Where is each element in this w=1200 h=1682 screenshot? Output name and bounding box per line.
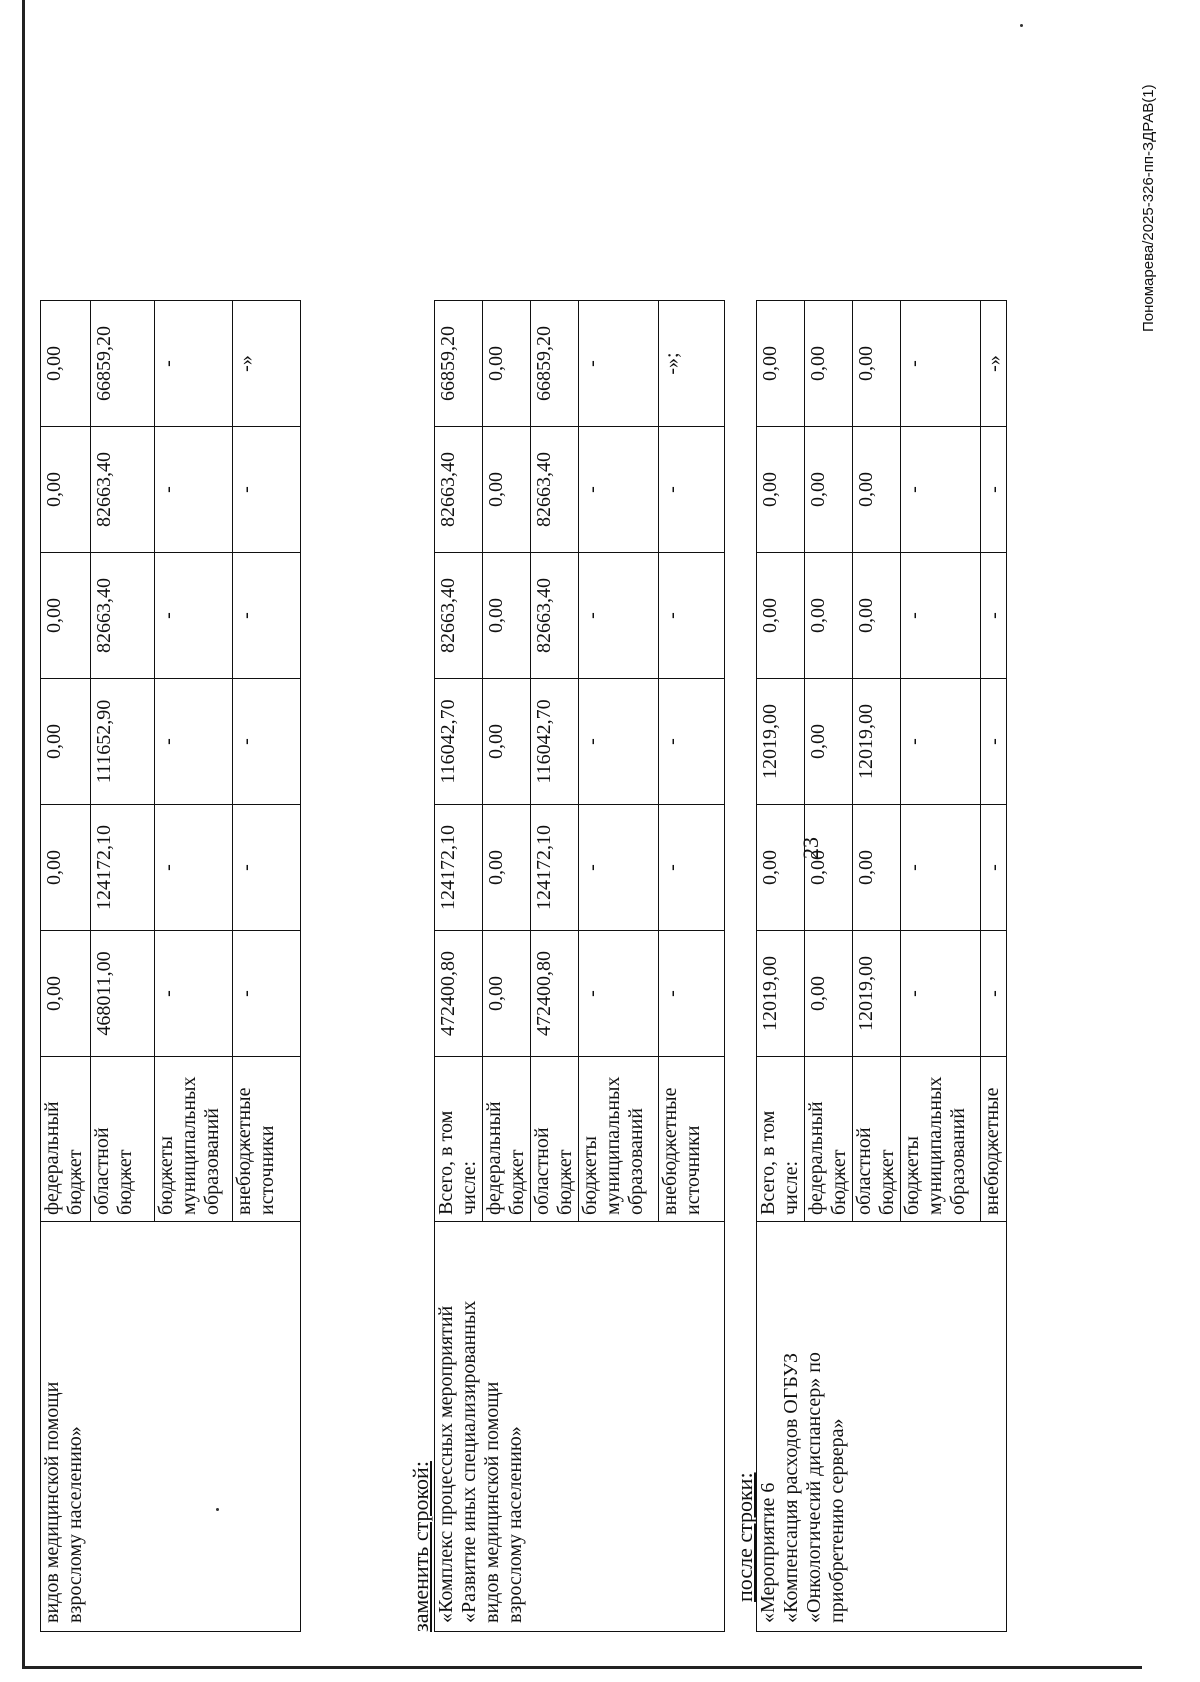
amount-cell: 0,00 bbox=[853, 427, 901, 553]
amount-cell: -»; bbox=[659, 301, 725, 427]
amount-cell: 12019,00 bbox=[853, 931, 901, 1057]
amount-cell: - bbox=[579, 301, 659, 427]
funding-source: бюджеты муниципальных образований bbox=[901, 1057, 981, 1222]
amount-cell: 0,00 bbox=[41, 679, 91, 805]
amount-cell: 82663,40 bbox=[435, 553, 483, 679]
description-line: взрослому населению» bbox=[64, 1426, 86, 1623]
amount-cell: - bbox=[659, 427, 725, 553]
amount-cell: 0,00 bbox=[805, 553, 853, 679]
table-row bbox=[757, 301, 805, 1632]
amount-cell: -» bbox=[981, 301, 1007, 427]
amount-cell: - bbox=[901, 301, 981, 427]
amount-cell: 0,00 bbox=[41, 427, 91, 553]
amount-cell: - bbox=[981, 427, 1007, 553]
amount-cell: 82663,40 bbox=[91, 553, 155, 679]
description-line: «Онкологичесий диспансер» по bbox=[803, 1352, 825, 1623]
amount-cell: 472400,80 bbox=[531, 931, 579, 1057]
budget-table-measure-6 bbox=[756, 300, 1007, 1632]
amount-cell: 124172,10 bbox=[531, 805, 579, 931]
amount-cell: 0,00 bbox=[805, 427, 853, 553]
amount-cell: - bbox=[233, 805, 301, 931]
section-label-replace: заменить строкой: bbox=[408, 1461, 433, 1632]
funding-source: Всего, в том числе: bbox=[757, 1057, 805, 1222]
amount-cell: - bbox=[981, 553, 1007, 679]
funding-source: областной бюджет bbox=[91, 1057, 155, 1222]
amount-cell: 82663,40 bbox=[435, 427, 483, 553]
amount-cell: - bbox=[981, 679, 1007, 805]
amount-cell: - bbox=[579, 679, 659, 805]
amount-cell: - bbox=[659, 553, 725, 679]
amount-cell: - bbox=[233, 931, 301, 1057]
amount-cell: 124172,10 bbox=[435, 805, 483, 931]
amount-cell: 12019,00 bbox=[853, 679, 901, 805]
amount-cell: - bbox=[233, 427, 301, 553]
description-line: видов медицинской помощи bbox=[481, 1381, 503, 1623]
amount-cell: - bbox=[659, 805, 725, 931]
amount-cell: - bbox=[579, 805, 659, 931]
amount-cell: 82663,40 bbox=[531, 553, 579, 679]
amount-cell: 0,00 bbox=[483, 931, 531, 1057]
description-line: «Мероприятие 6 bbox=[757, 1482, 779, 1623]
amount-cell: 0,00 bbox=[483, 805, 531, 931]
amount-cell: 0,00 bbox=[757, 427, 805, 553]
amount-cell: 0,00 bbox=[483, 553, 531, 679]
amount-cell: 0,00 bbox=[757, 805, 805, 931]
amount-cell: - bbox=[155, 553, 233, 679]
amount-cell: - bbox=[155, 805, 233, 931]
amount-cell: 66859,20 bbox=[91, 301, 155, 427]
amount-cell: 66859,20 bbox=[435, 301, 483, 427]
funding-source: федеральный бюджет bbox=[41, 1057, 91, 1222]
amount-cell: - bbox=[579, 931, 659, 1057]
amount-cell: 0,00 bbox=[805, 931, 853, 1057]
budget-table-original bbox=[40, 300, 301, 1632]
amount-cell: - bbox=[579, 427, 659, 553]
amount-cell: 0,00 bbox=[853, 553, 901, 679]
amount-cell: 124172,10 bbox=[91, 805, 155, 931]
amount-cell: 472400,80 bbox=[435, 931, 483, 1057]
description-line: приобретению сервера» bbox=[826, 1418, 848, 1623]
amount-cell: - bbox=[901, 805, 981, 931]
amount-cell: - bbox=[579, 553, 659, 679]
table-row bbox=[435, 301, 483, 1632]
amount-cell: - bbox=[155, 679, 233, 805]
section-label-after: после строки: bbox=[732, 1472, 757, 1602]
description-line: «Компенсация расходов ОГБУЗ bbox=[780, 1353, 802, 1623]
funding-source: Всего, в том числе: bbox=[435, 1057, 483, 1222]
amount-cell: 0,00 bbox=[41, 931, 91, 1057]
description-line: «Комплекс процессных мероприятий bbox=[435, 1305, 457, 1623]
amount-cell: 0,00 bbox=[805, 301, 853, 427]
amount-cell: 116042,70 bbox=[531, 679, 579, 805]
amount-cell: - bbox=[155, 931, 233, 1057]
amount-cell: - bbox=[155, 427, 233, 553]
page-number: 23 bbox=[798, 837, 823, 859]
amount-cell: 0,00 bbox=[757, 301, 805, 427]
description-line: «Развитие иных специализированных bbox=[458, 1300, 480, 1623]
amount-cell: 0,00 bbox=[853, 805, 901, 931]
amount-cell: 111652,90 bbox=[91, 679, 155, 805]
funding-source: федеральный бюджет bbox=[483, 1057, 531, 1222]
amount-cell: - bbox=[233, 553, 301, 679]
amount-cell: 82663,40 bbox=[531, 427, 579, 553]
amount-cell: - bbox=[901, 931, 981, 1057]
description-line: взрослому населению» bbox=[504, 1426, 526, 1623]
amount-cell: - bbox=[901, 679, 981, 805]
amount-cell: 0,00 bbox=[805, 679, 853, 805]
amount-cell: 0,00 bbox=[483, 301, 531, 427]
funding-source: федеральный бюджет bbox=[805, 1057, 853, 1222]
amount-cell: - bbox=[659, 931, 725, 1057]
amount-cell: 116042,70 bbox=[435, 679, 483, 805]
amount-cell: 0,00 bbox=[483, 427, 531, 553]
funding-source: бюджеты муниципальных образований bbox=[579, 1057, 659, 1222]
funding-source: внебюджетные источники bbox=[659, 1057, 725, 1222]
amount-cell: 12019,00 bbox=[757, 931, 805, 1057]
amount-cell: 82663,40 bbox=[91, 427, 155, 553]
amount-cell: - bbox=[901, 427, 981, 553]
amount-cell: - bbox=[155, 301, 233, 427]
budget-table-replacement bbox=[434, 300, 725, 1632]
amount-cell: 0,00 bbox=[853, 301, 901, 427]
amount-cell: 468011,00 bbox=[91, 931, 155, 1057]
funding-source: областной бюджет bbox=[531, 1057, 579, 1222]
amount-cell: 0,00 bbox=[41, 805, 91, 931]
amount-cell: - bbox=[659, 679, 725, 805]
funding-source: бюджеты муниципальных образований bbox=[155, 1057, 233, 1222]
amount-cell: 0,00 bbox=[483, 679, 531, 805]
table-row bbox=[41, 301, 91, 1632]
amount-cell: - bbox=[981, 805, 1007, 931]
funding-source: внебюджетные источники bbox=[233, 1057, 301, 1222]
amount-cell: 12019,00 bbox=[757, 679, 805, 805]
measure-description bbox=[41, 1222, 301, 1632]
measure-description bbox=[757, 1222, 1007, 1632]
amount-cell: 0,00 bbox=[757, 553, 805, 679]
amount-cell: 0,00 bbox=[805, 805, 853, 931]
amount-cell: - bbox=[981, 931, 1007, 1057]
funding-source: областной бюджет bbox=[853, 1057, 901, 1222]
amount-cell: 0,00 bbox=[41, 301, 91, 427]
amount-cell: 0,00 bbox=[41, 553, 91, 679]
funding-source: внебюджетные bbox=[981, 1057, 1007, 1222]
amount-cell: - bbox=[901, 553, 981, 679]
amount-cell: - bbox=[233, 679, 301, 805]
amount-cell: -» bbox=[233, 301, 301, 427]
document-footer: Пономарева/2025-326-пп-ЗДРАВ(1) bbox=[1140, 84, 1157, 332]
measure-description bbox=[435, 1222, 725, 1632]
amount-cell: 66859,20 bbox=[531, 301, 579, 427]
description-line: видов медицинской помощи bbox=[41, 1381, 63, 1623]
